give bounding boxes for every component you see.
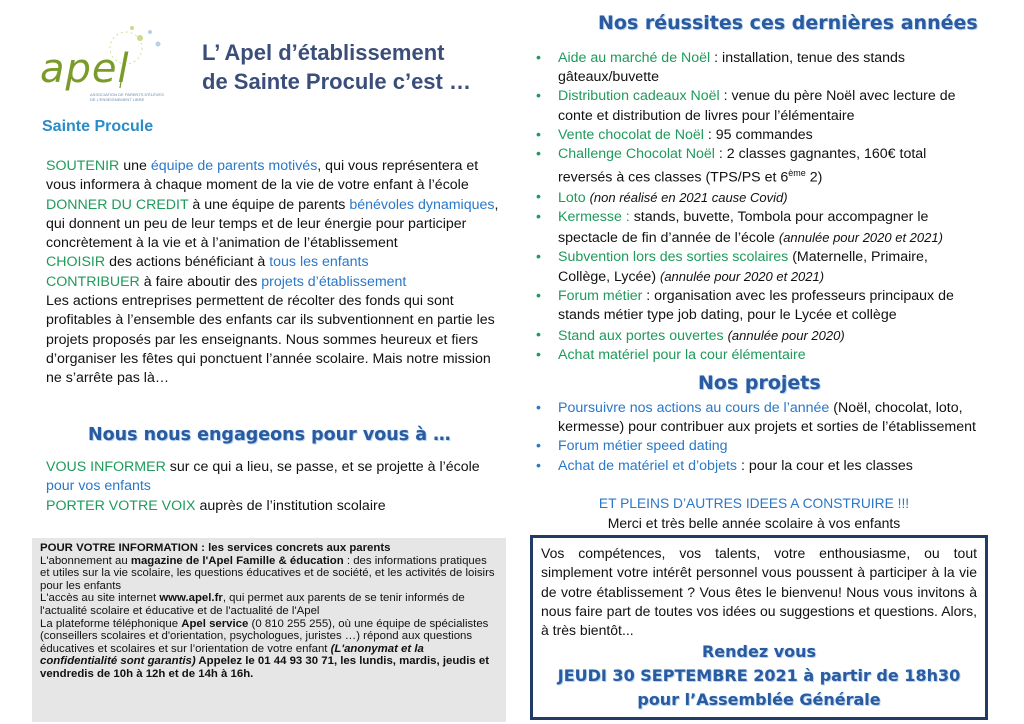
- superscript: ème: [788, 168, 806, 179]
- bullet-icon: •: [536, 50, 541, 66]
- item-title: Achat matériel pour la cour élémentaire: [558, 346, 806, 363]
- apel-service: Apel service: [181, 617, 249, 630]
- keyword: SOUTENIR: [46, 158, 120, 174]
- engage-title: Nous nous engageons pour vous à …: [88, 425, 451, 445]
- invitation-text: Vos compétences, vos talents, votre enthousiasme, ou tout simplement votre intérêt personnel vous poussent à participer à la vie de votre établissement ? Vous êtes le bienvenu! Nous vous invitons à nous faire part de toutes vos idées ou suggestions et questions. Alors, à très bientôt...: [541, 545, 977, 639]
- info-box: [32, 538, 506, 722]
- reussites-list: [528, 49, 980, 365]
- item-title: Subvention lors des sorties scolaires: [558, 248, 789, 265]
- item-note: (non réalisé en 2021 cause Covid): [589, 190, 788, 206]
- text: (0 810 255 255), où une équipe de spécialistes (conseillers scolaires et d'orientation, psychologues, juristes …) répond aux questions éducatives et scolaires et sur l’orientation de votre enfant: [40, 617, 489, 655]
- bullet-icon: •: [536, 326, 541, 343]
- text: , qui permet aux parents de se tenir informés de l'actualité scolaire et éducative et de l'actualité de l'Apel: [40, 592, 465, 617]
- ideas-line: ET PLEINS D’AUTRES IDEES A CONSTRUIRE !!!: [598, 496, 910, 511]
- info-heading: POUR VOTRE INFORMATION : les services concrets aux parents: [40, 542, 391, 554]
- bullet-icon: •: [536, 457, 541, 474]
- text: La plateforme téléphonique: [40, 617, 182, 630]
- rdv-heading: Rendez vous: [701, 642, 817, 662]
- item-text: (Maternelle, Primaire, Collège, Lycée): [558, 248, 928, 285]
- apel-logo: [28, 18, 178, 123]
- title-line-2: de Sainte Procule c’est …: [202, 69, 471, 94]
- item-text: : pour la cour et les classes: [737, 457, 913, 474]
- list-item: [528, 399, 980, 437]
- confidentiality-note: (L'anonymat et la confidentialité sont garantis): [40, 642, 424, 668]
- bullet-icon: •: [536, 209, 541, 226]
- item-title: Vente chocolat de Noël: [558, 126, 704, 143]
- item-text: : 95 commandes: [703, 126, 813, 143]
- list-item: [528, 457, 980, 476]
- reussites-title: Nos réussites ces dernières années: [598, 12, 978, 34]
- intro-paragraph: [46, 157, 501, 196]
- list-item: [528, 145, 980, 188]
- highlight: bénévoles dynamiques: [349, 196, 495, 213]
- logo-subtext: ASSOCIATION DE PARENTS D'ÉLÈVES DE L'ENSEIGNEMENT LIBRE: [90, 92, 164, 102]
- list-item: [528, 287, 980, 325]
- item-text: stands, buvette, Tombola pour accompagner le spectacle de fin d’année de l’école: [558, 209, 929, 246]
- text: , qui donnent un peu de leur temps et de leur énergie pour participer concrètement à la vie et à l’animation de l’établissement: [46, 196, 499, 252]
- keyword: DONNER DU CREDIT: [46, 196, 189, 213]
- intro-paragraph: Les actions entreprises permettent de récolter des fonds qui sont profitables à l’ensemble des enfants car ils subventionnent en partie les projets proposés par les enseignants. Nous sommes heureux et fiers d’organiser les fêtes qui ponctuent l’année scolaire. Mais notre mission ne s’arrête pas là…: [46, 293, 495, 387]
- info-item: [40, 592, 498, 617]
- projets-list: [528, 399, 980, 476]
- rdv-date: JEUDI 30 SEPTEMBRE 2021 à partir de 18h30: [557, 666, 961, 686]
- item-title: Forum métier: [558, 288, 643, 305]
- info-item: [40, 555, 498, 593]
- item-text: 2): [805, 169, 823, 186]
- invitation-box: [530, 535, 988, 720]
- text: : des informations pratiques et utiles sur la vie scolaire, les questions éducatives et de société, et les activités de loisirs pour les enfants: [40, 554, 495, 592]
- item-title: Distribution cadeaux Noël: [558, 88, 720, 105]
- bullet-icon: •: [536, 400, 541, 416]
- thanks-line: Merci et très belle année scolaire à vos enfants: [607, 515, 901, 531]
- keyword: VOUS INFORMER: [46, 459, 166, 475]
- school-name: Sainte Procule: [42, 118, 154, 135]
- text: à une équipe de parents: [188, 196, 350, 213]
- bullet-icon: •: [536, 126, 541, 143]
- text: auprès de l’institution scolaire: [195, 497, 386, 514]
- item-note: (annulée pour 2020 et 2021): [660, 268, 825, 284]
- text: à faire aboutir des: [139, 273, 262, 290]
- text: L'accès au site internet: [40, 592, 160, 605]
- list-item: [528, 326, 980, 346]
- keyword: CHOISIR: [46, 254, 106, 271]
- projets-title: Nos projets: [698, 372, 821, 394]
- text: sur ce qui a lieu, se passe, et se projette à l’école: [165, 459, 480, 475]
- item-text: : organisation avec les professeurs principaux de stands métier type job dating, pour le Lycée et collège: [558, 288, 954, 324]
- highlight: tous les enfants: [269, 254, 369, 271]
- info-item: [40, 618, 498, 681]
- item-title: Loto: [558, 190, 586, 207]
- bullet-icon: •: [536, 248, 541, 265]
- bullet-icon: •: [536, 288, 541, 305]
- list-item: [528, 248, 980, 287]
- bullet-icon: •: [536, 88, 541, 105]
- bullet-icon: •: [536, 146, 541, 163]
- rdv-event: pour l’Assemblée Générale: [637, 690, 881, 710]
- bullet-icon: •: [536, 438, 541, 455]
- highlight: pour vos enfants: [46, 478, 151, 495]
- text: une: [119, 158, 151, 174]
- keyword: PORTER VOTRE VOIX: [46, 497, 196, 514]
- magazine-name: magazine de l'Apel Famille & éducation: [130, 554, 344, 567]
- intro-paragraph: [46, 253, 501, 272]
- item-title: Forum métier speed dating: [558, 438, 728, 455]
- text: des actions bénéficiant à: [105, 254, 270, 271]
- item-text: (Noël, chocolat, loto, kermesse) pour contribuer aux projets et sorties de l’établissement: [558, 400, 976, 436]
- item-text: : venue du père Noël avec lecture de conte et distribution de livres pour l’élémentaire: [558, 88, 956, 124]
- item-title: Challenge Chocolat Noël: [558, 146, 715, 163]
- title-line-1: L’ Apel d’établissement: [202, 40, 445, 65]
- highlight: projets d’établissement: [261, 273, 407, 290]
- intro-paragraph: [46, 196, 501, 254]
- engage-line: [46, 458, 501, 497]
- list-item: [528, 87, 980, 125]
- list-item: [528, 49, 980, 87]
- bullet-icon: •: [536, 189, 541, 206]
- item-text: : 2 classes gagnantes, 160€ total reversés à ces classes (TPS/PS et 6: [558, 146, 927, 186]
- item-title: Aide au marché de Noël: [558, 50, 711, 66]
- list-item: [528, 346, 980, 365]
- website-link[interactable]: www.apel.fr: [159, 592, 223, 605]
- keyword: CONTRIBUER: [46, 273, 140, 290]
- item-note: (annulée pour 2020): [727, 327, 845, 343]
- text: , qui vous représentera et vous informera à chaque moment de la vie de votre enfant à l’école: [46, 158, 479, 194]
- list-item: [528, 208, 980, 247]
- engage-line: [46, 497, 501, 516]
- intro-text: [46, 157, 501, 389]
- list-item: [528, 188, 980, 208]
- text: L'abonnement au: [40, 554, 131, 567]
- item-title: Poursuivre nos actions au cours de l’année: [558, 400, 830, 416]
- item-title: Stand aux portes ouvertes: [558, 327, 724, 344]
- page-title: [202, 38, 502, 96]
- item-title: Kermesse :: [558, 209, 630, 226]
- highlight: équipe de parents motivés: [150, 158, 318, 174]
- item-note: (annulée pour 2020 et 2021): [778, 229, 943, 245]
- engage-text: [46, 458, 501, 516]
- item-text: : installation, tenue des stands gâteaux/buvette: [558, 50, 906, 86]
- logo-wordmark: apel: [40, 46, 130, 92]
- list-item: [528, 437, 980, 456]
- item-title: Achat de matériel et d’objets: [558, 457, 738, 474]
- phone-hours: Appelez le 01 44 93 30 71, les lundis, mardis, jeudis et vendredis de 10h à 12h et de 14h à 16h.: [40, 655, 490, 680]
- bullet-icon: •: [536, 346, 541, 363]
- list-item: [528, 126, 980, 145]
- intro-paragraph: [46, 273, 501, 292]
